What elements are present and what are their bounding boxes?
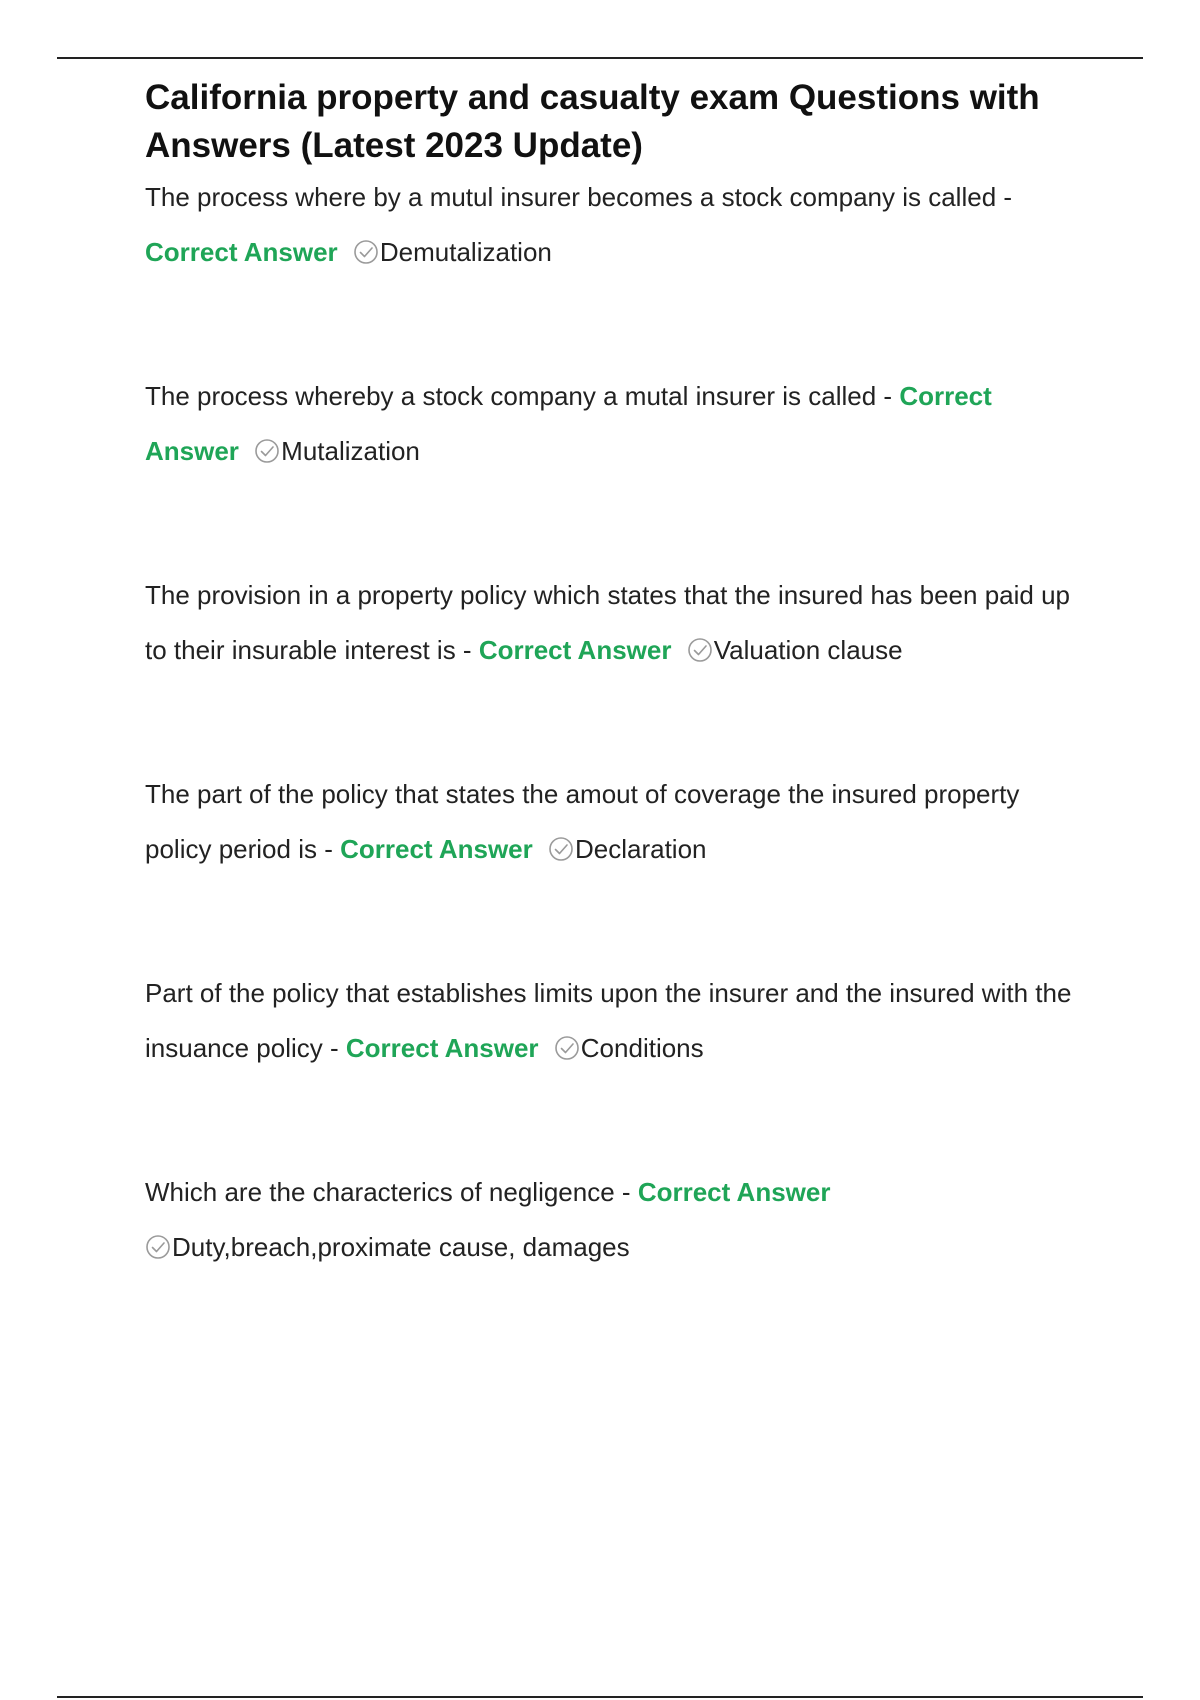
answer-text: Demutalization: [379, 237, 552, 267]
correct-answer-label: Correct Answer: [345, 1033, 539, 1063]
question-text: The provision in a property policy which states that the insured has been paid up to their insurable interest is -: [145, 580, 1070, 665]
document-body: [145, 74, 1075, 1275]
correct-answer-label: Correct Answer: [478, 635, 672, 665]
qa-item: [145, 767, 1075, 877]
answer-text: Declaration: [574, 834, 707, 864]
correct-answer-label: Correct Answer: [637, 1177, 831, 1207]
check-circle-icon: [254, 438, 280, 464]
qa-item: [145, 369, 1075, 479]
question-text: Which are the characterics of negligence -: [145, 1177, 631, 1207]
qa-item: [145, 1165, 1075, 1275]
top-divider: [57, 57, 1143, 59]
check-circle-icon: [687, 637, 713, 663]
question-text: The process where by a mutul insurer becomes a stock company is called -: [145, 182, 1013, 212]
qa-item: [145, 966, 1075, 1076]
check-circle-icon: [353, 239, 379, 265]
check-circle-icon: [554, 1035, 580, 1061]
correct-answer-label: Correct Answer: [145, 381, 992, 466]
question-text: Part of the policy that establishes limits upon the insurer and the insured with the insuance policy -: [145, 978, 1072, 1063]
answer-text: Mutalization: [281, 436, 420, 466]
answer-text: Duty,breach,proximate cause, damages: [172, 1232, 630, 1262]
correct-answer-label: Correct Answer: [340, 834, 533, 864]
check-circle-icon: [145, 1234, 171, 1260]
answer-text: Valuation clause: [713, 635, 903, 665]
correct-answer-label: Correct Answer: [145, 237, 338, 267]
bottom-divider: [57, 1696, 1143, 1698]
qa-item: [145, 568, 1075, 678]
question-text: The part of the policy that states the amout of coverage the insured property policy period is -: [145, 779, 1020, 864]
check-circle-icon: [548, 836, 574, 862]
document-title: California property and casualty exam Questions with Answers (Latest 2023 Update): [145, 78, 1040, 165]
answer-text: Conditions: [580, 1033, 704, 1063]
qa-item: [145, 170, 1075, 280]
question-text: The process whereby a stock company a mutal insurer is called -: [145, 381, 893, 411]
